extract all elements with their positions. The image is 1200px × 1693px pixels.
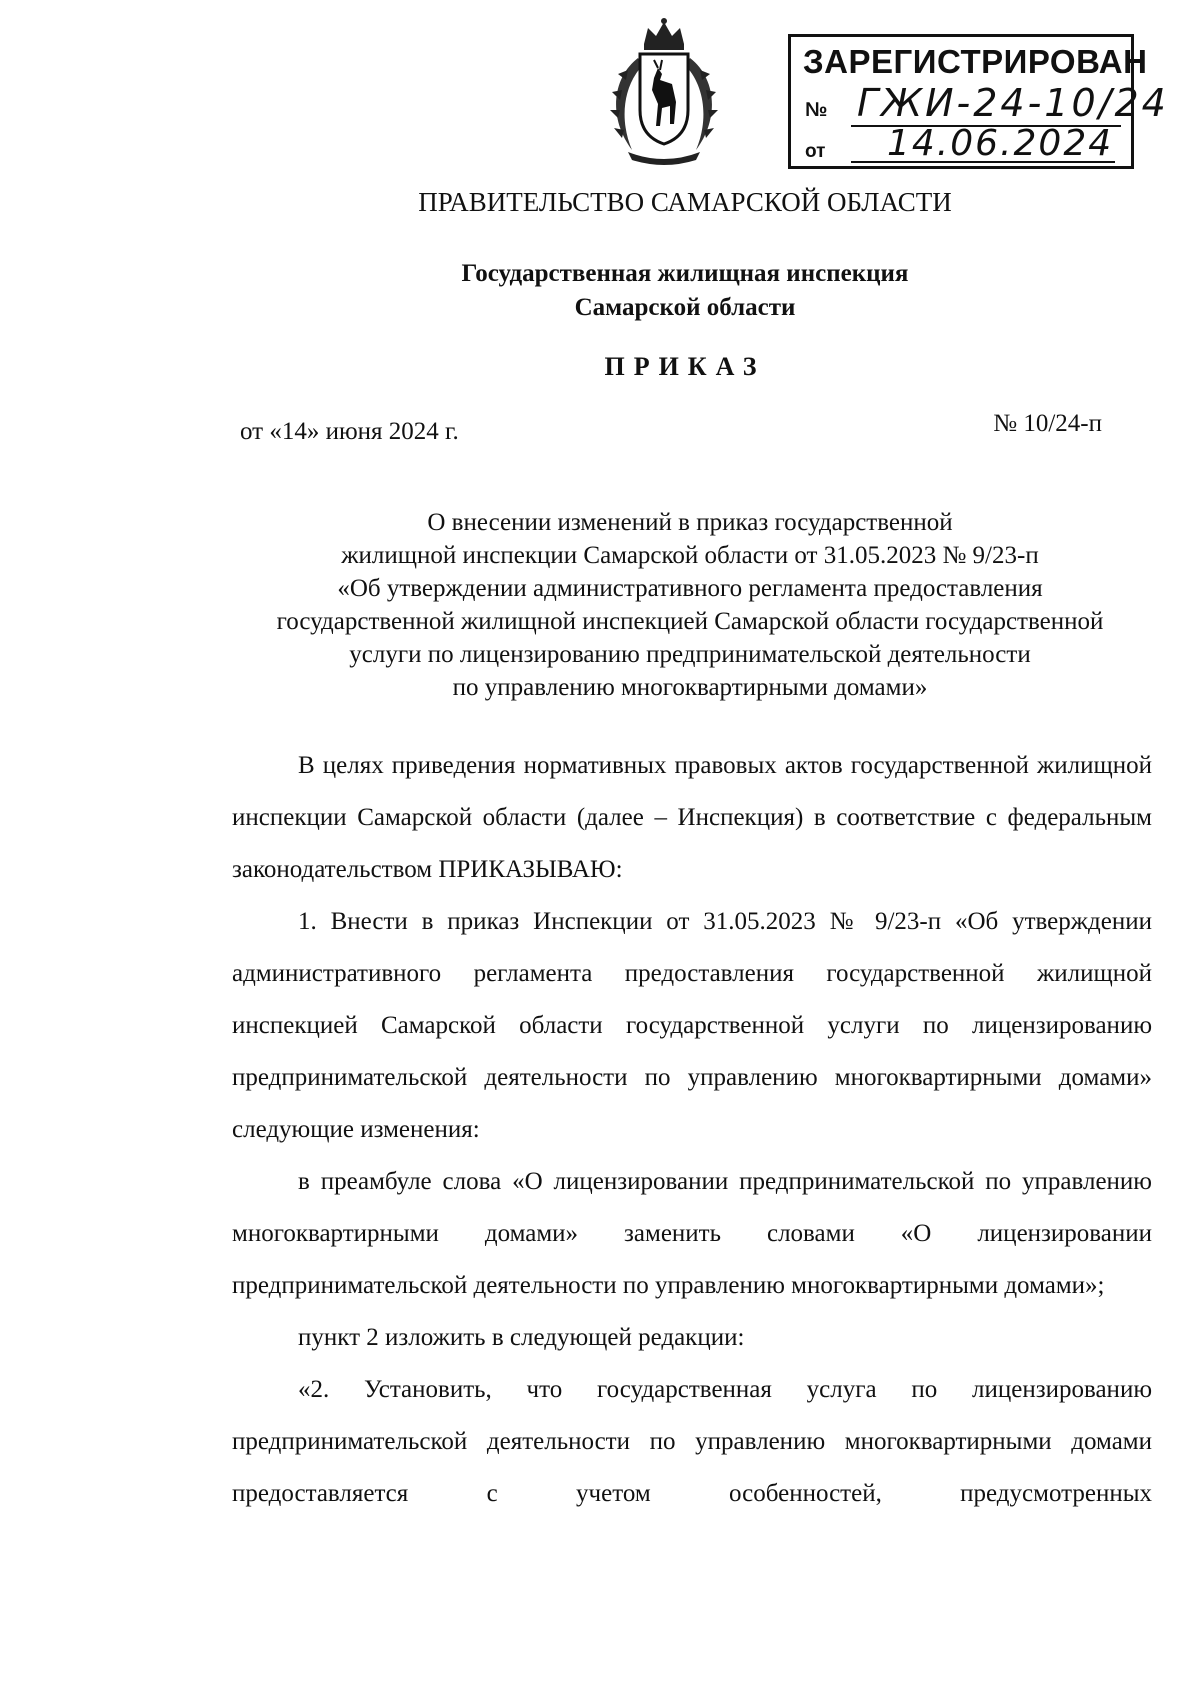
subject-line: услуги по лицензированию предпринимательской деятельности: [349, 641, 1031, 668]
subject-line: О внесении изменений в приказ государственной: [427, 509, 953, 536]
order-date: от «14» июня 2024 г.: [240, 418, 459, 445]
registration-stamp: [788, 34, 1169, 169]
subject-line: «Об утверждении административного регламента предоставления: [337, 575, 1043, 602]
order-number: № 10/24-п: [993, 410, 1102, 437]
subject-line: государственной жилищной инспекцией Самарской области государственной: [276, 608, 1104, 635]
organization-name: [0, 257, 1200, 325]
order-body: [232, 740, 1152, 1520]
body-paragraph-preamble-change: в преамбуле слова «О лицензировании предпринимательской по управлению многоквартирными домами» заменить словами «О лицензировании предпринимательской деятельности по управлению многоквартирными домами»;: [232, 1168, 1152, 1299]
stamp-number-label: №: [805, 99, 828, 121]
government-title: ПРАВИТЕЛЬСТВО САМАРСКОЙ ОБЛАСТИ: [418, 187, 952, 217]
organization-name-line2: Самарской области: [574, 294, 796, 321]
body-paragraph-point-2-intro: пункт 2 изложить в следующей редакции:: [298, 1324, 745, 1351]
body-paragraph-preamble: В целях приведения нормативных правовых актов государственной жилищной инспекции Самарской области (далее – Инспекция) в соответствие с федеральным законодательством ПРИКАЗЫВАЮ:: [232, 752, 1152, 883]
stamp-date-value: 14.06.2024: [887, 123, 1114, 164]
body-paragraph-point-2-text: «2. Установить, что государственная услуга по лицензированию предпринимательской деятельности по управлению многоквартирными домами предоставляется с учетом особенностей, предусмотренных: [232, 1376, 1152, 1507]
order-subject: [210, 506, 1170, 704]
stamp-date-label: от: [805, 141, 826, 162]
stamp-date-underline: [851, 161, 1115, 163]
coat-of-arms-emblem: [598, 18, 730, 168]
stamp-title: ЗАРЕГИСТРИРОВАН: [803, 43, 1148, 80]
organization-name-line1: Государственная жилищная инспекция: [461, 260, 909, 287]
order-title: ПРИКАЗ: [604, 352, 766, 381]
stamp-number-value: ГЖИ-24-10/24: [857, 81, 1169, 125]
subject-line: по управлению многоквартирными домами»: [452, 674, 928, 701]
body-paragraph-item-1: 1. Внести в приказ Инспекции от 31.05.2023 № 9/23-п «Об утверждении административного регламента предоставления государственной жилищной инспекцией Самарской области государственной услуги по лицензированию предпринимательской деятельности по управлению многоквартирными домами» следующие изменения:: [232, 908, 1152, 1143]
subject-line: жилищной инспекции Самарской области от 31.05.2023 № 9/23-п: [341, 542, 1039, 569]
